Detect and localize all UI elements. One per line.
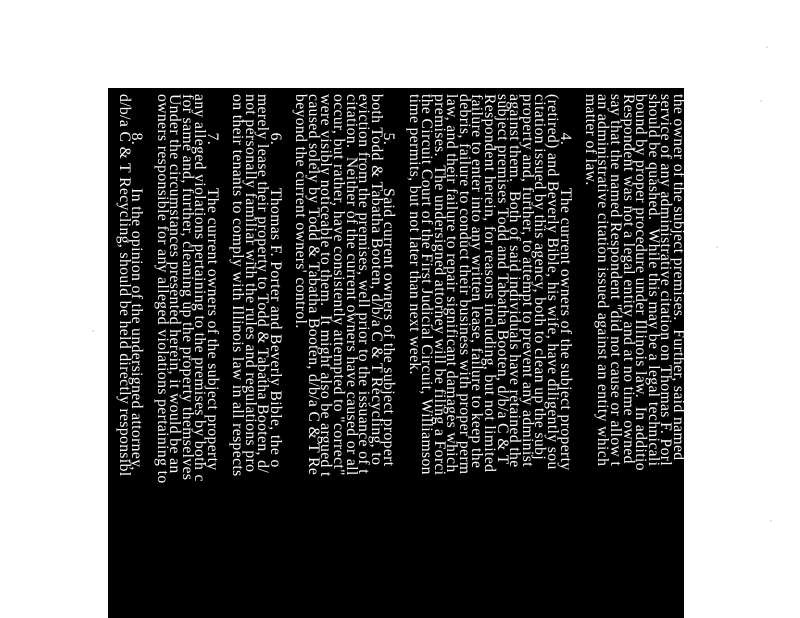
scan-speck (760, 100, 762, 102)
document-line: d/b/a C & T Recycling, should be held directly responsibl (115, 94, 133, 477)
document-line: failure to enter into any written lease, failure to keep the (468, 94, 486, 469)
document-line: law, and their failure to repair significant damages which (443, 94, 461, 473)
document-line: the owner of the subject premises. Further, said named (670, 94, 687, 461)
document-line: 6. Thomas F. Porter and Beverly Bible, the o (267, 94, 284, 468)
document-line: 8. In the opinion of the undersigned attorney, (128, 94, 146, 471)
scan-speck (716, 246, 718, 248)
document-line: Respondent herein, for reasons including, but not limited (481, 94, 499, 473)
document-line: Respondent was not a legal entity and at no time owned (619, 94, 637, 464)
document-line: 7. The current owners of the subject property (204, 94, 222, 471)
document-line: the Circuit Court of the First Judicial Circuit, Williamson (418, 94, 436, 475)
document-line: an administrative citation issued against an entity which (594, 94, 612, 467)
rotated-text-block (108, 88, 687, 618)
document-line: not personally familiar with the rules and regulations pro (241, 94, 259, 473)
document-line: service of any administrative citation on Thomas F. Porl (657, 94, 675, 467)
document-line: should be quashed. While this may be a legal technicali (644, 94, 662, 467)
document-line: caused solely by Todd & Tabatha Booten, d/b/a C & T Re (304, 94, 322, 476)
document-line: owners responsible for any alleged violations pertaining to (153, 94, 171, 484)
document-line: on their tenants to comply with Illinois law in all respects (229, 94, 247, 477)
document-line: matter of law. (581, 94, 599, 186)
document-line: both Todd & Tabatha Booten, d/b/a C & T Recycling, to (367, 94, 385, 466)
document-line: any alleged violations pertaining to the premises by both c (191, 94, 209, 482)
document-line: merely lease their property to Todd & Tabatha Booten, d/ (254, 94, 272, 474)
document-line: citation issued by this agency, both to clean up the subj (531, 94, 549, 461)
document-line: beyond the current owners' control. (292, 94, 310, 329)
document-line: say that the named Respondent "did not cause or allow t (607, 94, 625, 467)
document-line: premises. The undersigned attorney will be filing a Forci (430, 94, 448, 476)
document-line: Under the circumstances presented herein, it would be an (166, 94, 184, 474)
scan-speck (92, 330, 94, 332)
document-line: 4. The current owners of the subject property (556, 94, 574, 471)
document-line: (retired) and Beverly Bible, his wife, have diligently sou (544, 94, 562, 470)
document-line: debris, failure to conduct their business with proper perm (455, 94, 473, 475)
document-line: property and, further, to attempt to prevent any administ (518, 94, 536, 467)
scanned-page (108, 88, 687, 618)
scan-speck (770, 520, 772, 522)
document-line: time permits, but not later than next week. (405, 94, 423, 375)
document-line: against them. Both of said individuals have retained the (506, 94, 524, 468)
document-line: bound by proper procedure under Illinois law. In additio (632, 94, 650, 471)
document-line: for same and, further, cleaning up the property themselves (178, 94, 196, 481)
document-line: citation. Neither of the current owners have caused or all (342, 94, 360, 476)
scan-speck (766, 46, 768, 48)
document-line: eviction from the premises, well prior to the issuance of t (355, 94, 373, 474)
document-line: 5. Said current owners of the subject propert (380, 94, 398, 467)
document-line: were visibly noticeable to them. It might also be argued t (317, 94, 335, 477)
document-line: subject premises Todd and Tabatha Booten, d/b/a C & T (493, 94, 511, 465)
document-line: occur, but rather, have consistently attempted to "correct" (329, 94, 347, 476)
